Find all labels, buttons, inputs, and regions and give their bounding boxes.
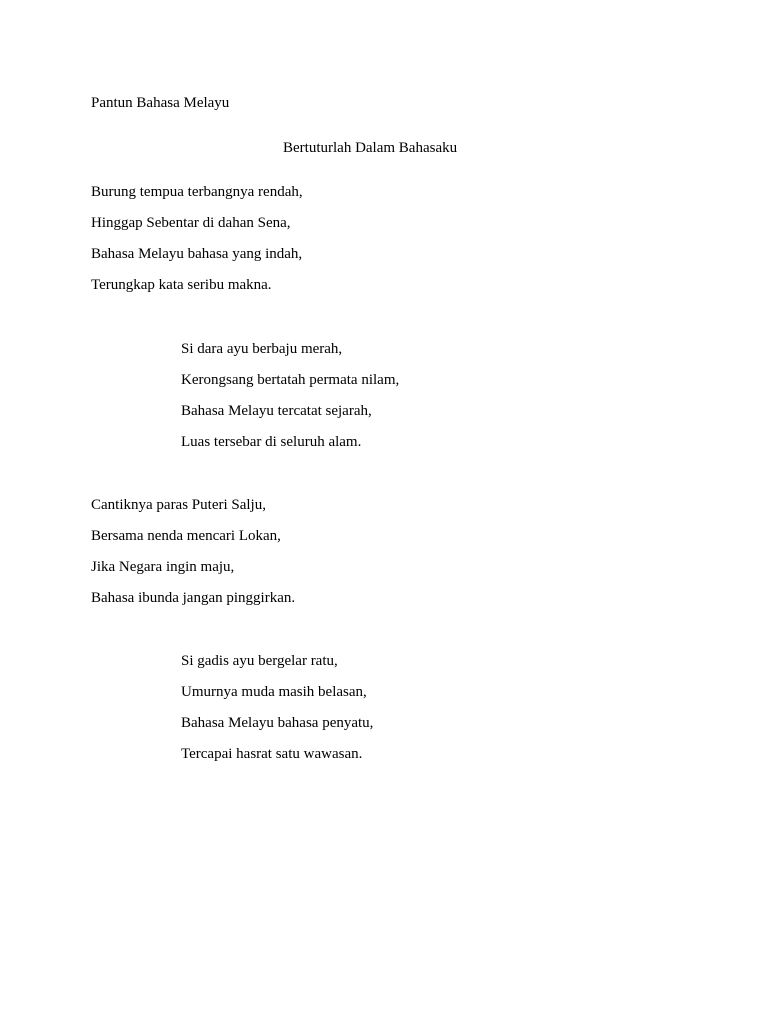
stanza-line: Bahasa Melayu bahasa penyatu, xyxy=(181,715,374,731)
poem-title: Bertuturlah Dalam Bahasaku xyxy=(283,140,458,156)
stanza-line: Si gadis ayu bergelar ratu, xyxy=(181,653,338,669)
stanza-4 xyxy=(181,652,373,776)
stanza-line: Hinggap Sebentar di dahan Sena, xyxy=(91,215,291,231)
stanza-line: Si dara ayu berbaju merah, xyxy=(181,341,343,357)
stanza-2 xyxy=(181,340,399,464)
stanza-line: Burung tempua terbangnya rendah, xyxy=(91,184,303,200)
stanza-line: Tercapai hasrat satu wawasan. xyxy=(181,746,363,762)
stanza-line: Bahasa Melayu tercatat sejarah, xyxy=(181,403,372,419)
stanza-line: Bahasa ibunda jangan pinggirkan. xyxy=(91,590,296,606)
stanza-line: Bahasa Melayu bahasa yang indah, xyxy=(91,246,303,262)
document-heading: Pantun Bahasa Melayu xyxy=(91,95,230,111)
stanza-line: Cantiknya paras Puteri Salju, xyxy=(91,497,266,513)
stanza-line: Kerongsang bertatah permata nilam, xyxy=(181,372,400,388)
stanza-3 xyxy=(91,496,295,620)
stanza-line: Umurnya muda masih belasan, xyxy=(181,684,367,700)
stanza-line: Terungkap kata seribu makna. xyxy=(91,277,272,293)
stanza-line: Bersama nenda mencari Lokan, xyxy=(91,528,281,544)
stanza-line: Jika Negara ingin maju, xyxy=(91,559,235,575)
stanza-line: Luas tersebar di seluruh alam. xyxy=(181,434,362,450)
stanza-1 xyxy=(91,183,303,307)
